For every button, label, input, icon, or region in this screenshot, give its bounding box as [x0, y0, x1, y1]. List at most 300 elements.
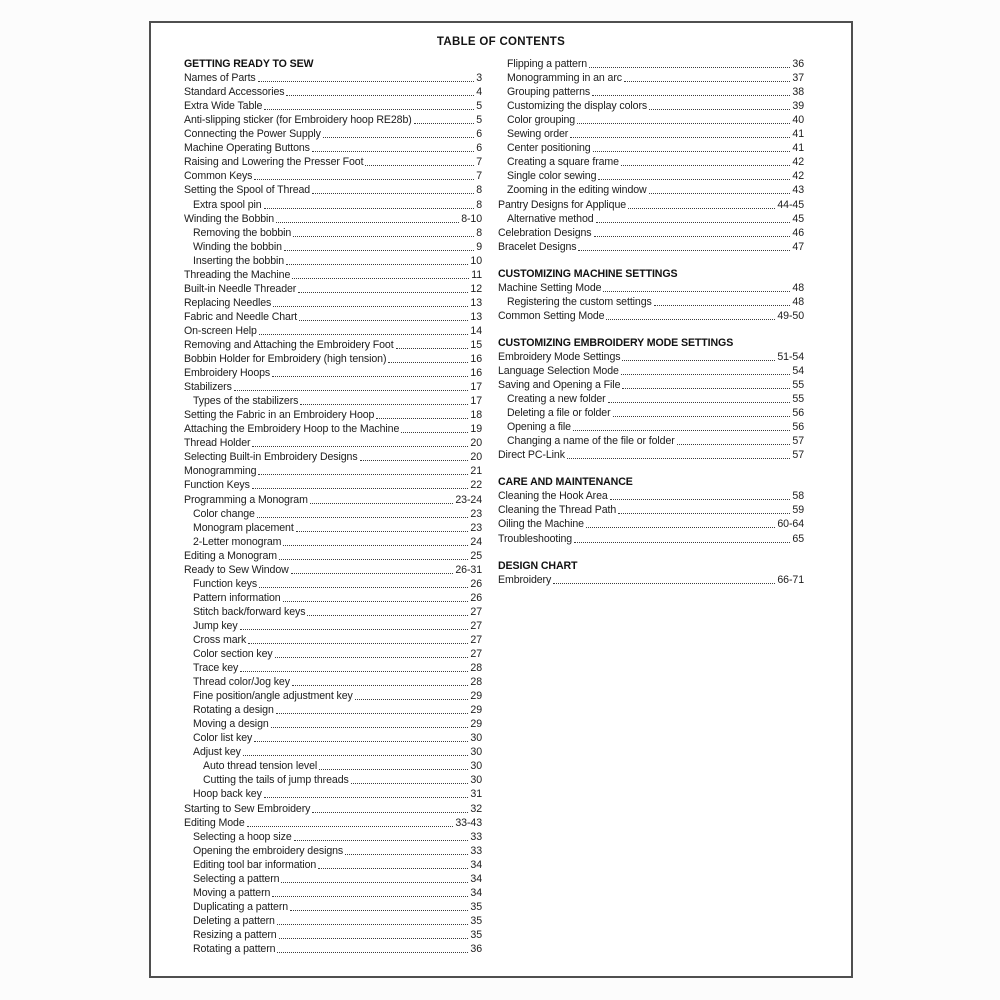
page-number: 57: [792, 449, 804, 462]
toc-entry: [498, 225, 804, 239]
toc-entry: [498, 502, 804, 516]
dot-leader: [307, 615, 468, 616]
toc-entry-label: Common Keys: [184, 170, 253, 183]
page-number: 55: [792, 393, 804, 406]
dot-leader: [578, 250, 790, 251]
dot-leader: [312, 812, 468, 813]
toc-entry: [184, 744, 482, 758]
page-number: 19: [470, 423, 482, 436]
toc-entry-label: Color change: [193, 507, 255, 520]
toc-entry: [498, 488, 804, 502]
page-number: 30: [470, 760, 482, 773]
section-gap: [498, 253, 804, 266]
toc-entry: [184, 899, 482, 913]
dot-leader: [351, 783, 469, 784]
page-number: 20: [470, 437, 482, 450]
page-number: 56: [792, 407, 804, 420]
toc-entry: [184, 786, 482, 800]
toc-entry: [184, 168, 482, 182]
toc-entry: [184, 871, 482, 885]
toc-entry: [184, 927, 482, 941]
page-number: 59: [792, 504, 804, 517]
page-number: 8-10: [461, 212, 482, 225]
dot-leader: [622, 388, 790, 389]
dot-leader: [654, 305, 791, 306]
toc-entry: [498, 182, 804, 196]
page-number: 39: [792, 100, 804, 113]
toc-entry-label: Center positioning: [507, 142, 591, 155]
dot-leader: [312, 193, 474, 194]
toc-entry: [184, 112, 482, 126]
toc-entry-label: Grouping patterns: [507, 86, 591, 99]
toc-entry-label: Thread Holder: [184, 437, 251, 450]
toc-columns: [151, 56, 851, 955]
toc-entry-label: Single color sewing: [507, 170, 597, 183]
toc-entry-label: Sewing order: [507, 128, 569, 141]
toc-entry: [184, 295, 482, 309]
dot-leader: [598, 179, 790, 180]
toc-entry-label: Thread color/Jog key: [193, 676, 290, 689]
dot-leader: [355, 699, 469, 700]
dot-leader: [310, 503, 454, 504]
toc-entry: [184, 506, 482, 520]
dot-leader: [622, 360, 775, 361]
page-number: 30: [470, 732, 482, 745]
page-number: 46: [792, 226, 804, 239]
dot-leader: [649, 193, 791, 194]
page-number: 6: [476, 128, 482, 141]
dot-leader: [292, 278, 469, 279]
page-number: 24: [470, 535, 482, 548]
toc-entry: [184, 449, 482, 463]
dot-leader: [603, 291, 790, 292]
toc-heading-label: GETTING READY TO SEW: [184, 58, 314, 71]
dot-leader: [294, 840, 469, 841]
dot-leader: [613, 416, 791, 417]
toc-entry-label: Editing Mode: [184, 816, 245, 829]
toc-entry: [184, 941, 482, 955]
dot-leader: [300, 404, 468, 405]
toc-entry: [184, 674, 482, 688]
toc-entry: [498, 211, 804, 225]
page-number: 29: [470, 690, 482, 703]
dot-leader: [376, 418, 468, 419]
dot-leader: [618, 513, 790, 514]
toc-entry: [498, 70, 804, 84]
toc-entry: [184, 716, 482, 730]
dot-leader: [365, 165, 474, 166]
toc-entry-label: Stitch back/forward keys: [193, 605, 306, 618]
toc-entry-label: Opening the embroidery designs: [193, 844, 344, 857]
page-number: 35: [470, 900, 482, 913]
toc-entry-label: Embroidery Mode Settings: [498, 350, 621, 363]
toc-entry-label: Embroidery: [498, 573, 552, 586]
dot-leader: [259, 587, 468, 588]
toc-entry-label: Hoop back key: [193, 788, 262, 801]
toc-entry-label: Selecting a hoop size: [193, 830, 292, 843]
page-number: 40: [792, 114, 804, 127]
manual-page: [149, 21, 853, 978]
toc-entry: [184, 688, 482, 702]
toc-entry: [184, 253, 482, 267]
toc-entry: [184, 562, 482, 576]
page-number: 35: [470, 914, 482, 927]
toc-entry-label: Bobbin Holder for Embroidery (high tension): [184, 353, 387, 366]
toc-right-column: [498, 56, 804, 955]
page-number: 34: [470, 858, 482, 871]
toc-section-heading: [498, 474, 804, 488]
page-number: 30: [470, 746, 482, 759]
toc-entry: [184, 407, 482, 421]
toc-entry: [498, 349, 804, 363]
page-number: 25: [470, 549, 482, 562]
page-number: 41: [792, 128, 804, 141]
page-number: 58: [792, 490, 804, 503]
toc-entry: [498, 196, 804, 210]
toc-entry-label: Creating a new folder: [507, 393, 606, 406]
page-number: 29: [470, 704, 482, 717]
page-number: 6: [476, 142, 482, 155]
page-number: 33: [470, 830, 482, 843]
toc-entry-label: Standard Accessories: [184, 86, 285, 99]
toc-entry: [184, 379, 482, 393]
page-number: 28: [470, 662, 482, 675]
toc-entry-label: Moving a pattern: [193, 886, 271, 899]
page-number: 42: [792, 170, 804, 183]
page-number: 33: [470, 844, 482, 857]
toc-entry: [184, 239, 482, 253]
toc-entry-label: Setting the Spool of Thread: [184, 184, 311, 197]
toc-entry-label: Deleting a file or folder: [507, 407, 611, 420]
page-number: 22: [470, 479, 482, 492]
toc-entry-label: Attaching the Embroidery Hoop to the Machine: [184, 423, 400, 436]
page-number: 60-64: [777, 518, 804, 531]
dot-leader: [254, 179, 474, 180]
page-number: 41: [792, 142, 804, 155]
toc-entry-label: Common Setting Mode: [498, 309, 605, 322]
page-number: 15: [470, 338, 482, 351]
toc-entry: [184, 772, 482, 786]
page-number: 65: [792, 532, 804, 545]
dot-leader: [276, 222, 459, 223]
page-number: 34: [470, 886, 482, 899]
toc-entry-label: Changing a name of the file or folder: [507, 435, 675, 448]
page-number: 8: [476, 226, 482, 239]
dot-leader: [291, 573, 454, 574]
toc-entry: [184, 196, 482, 210]
dot-leader: [592, 95, 790, 96]
toc-section-heading: [184, 56, 482, 70]
page-number: 5: [476, 114, 482, 127]
toc-entry-label: Adjust key: [193, 746, 241, 759]
toc-entry: [184, 323, 482, 337]
section-gap: [498, 545, 804, 558]
dot-leader: [264, 109, 474, 110]
dot-leader: [258, 81, 475, 82]
page-number: 23: [470, 507, 482, 520]
toc-entry-label: Setting the Fabric in an Embroidery Hoop: [184, 409, 375, 422]
dot-leader: [388, 362, 468, 363]
toc-entry-label: Machine Operating Buttons: [184, 142, 310, 155]
toc-entry: [184, 211, 482, 225]
dot-leader: [594, 236, 791, 237]
page-number: 11: [471, 268, 482, 281]
toc-section-heading: [498, 558, 804, 572]
toc-entry: [498, 433, 804, 447]
dot-leader: [621, 374, 791, 375]
toc-entry-label: Creating a square frame: [507, 156, 619, 169]
page-number: 56: [792, 421, 804, 434]
toc-entry-label: On-screen Help: [184, 324, 257, 337]
dot-leader: [298, 292, 468, 293]
section-gap: [498, 322, 804, 335]
page-number: 18: [470, 409, 482, 422]
page-number: 45: [792, 212, 804, 225]
page-number: 10: [470, 254, 482, 267]
dot-leader: [272, 376, 468, 377]
page-number: 49-50: [777, 309, 804, 322]
dot-leader: [586, 527, 775, 528]
toc-entry: [498, 126, 804, 140]
toc-entry-label: Names of Parts: [184, 72, 256, 85]
dot-leader: [286, 95, 474, 96]
toc-entry: [184, 393, 482, 407]
toc-section-heading: [498, 335, 804, 349]
dot-leader: [589, 67, 790, 68]
toc-heading-label: DESIGN CHART: [498, 559, 578, 572]
toc-entry-label: Removing and Attaching the Embroidery Foot: [184, 338, 394, 351]
toc-entry: [184, 702, 482, 716]
dot-leader: [264, 797, 469, 798]
toc-heading-label: CUSTOMIZING MACHINE SETTINGS: [498, 267, 678, 280]
toc-entry-label: Monogram placement: [193, 521, 294, 534]
toc-entry-label: Threading the Machine: [184, 268, 291, 281]
toc-entry: [498, 572, 804, 586]
dot-leader: [247, 826, 454, 827]
page-number: 26-31: [455, 563, 482, 576]
page-number: 13: [470, 296, 482, 309]
dot-leader: [271, 727, 469, 728]
dot-leader: [345, 854, 468, 855]
toc-entry-label: Opening a file: [507, 421, 571, 434]
toc-entry: [184, 281, 482, 295]
toc-entry: [498, 377, 804, 391]
toc-entry: [184, 534, 482, 548]
dot-leader: [279, 938, 469, 939]
page-number: 23-24: [455, 493, 482, 506]
toc-entry-label: Built-in Needle Threader: [184, 282, 297, 295]
toc-entry: [184, 267, 482, 281]
toc-entry: [498, 308, 804, 322]
toc-entry-label: Monogramming in an arc: [507, 72, 622, 85]
toc-entry-label: Fine position/angle adjustment key: [193, 690, 353, 703]
toc-entry: [184, 576, 482, 590]
toc-entry: [184, 758, 482, 772]
page-number: 35: [470, 928, 482, 941]
toc-entry-label: Function keys: [193, 577, 258, 590]
dot-leader: [264, 208, 475, 209]
dot-leader: [608, 402, 791, 403]
page-number: 66-71: [777, 573, 804, 586]
dot-leader: [257, 517, 469, 518]
page-number: 23: [470, 521, 482, 534]
dot-leader: [277, 924, 469, 925]
toc-entry: [184, 590, 482, 604]
dot-leader: [593, 151, 791, 152]
toc-entry-label: Ready to Sew Window: [184, 563, 289, 576]
page-number: 48: [792, 295, 804, 308]
dot-leader: [286, 264, 468, 265]
toc-entry-label: Cleaning the Thread Path: [498, 504, 617, 517]
dot-leader: [323, 137, 474, 138]
dot-leader: [567, 458, 791, 459]
page-number: 8: [476, 198, 482, 211]
toc-entry: [498, 168, 804, 182]
page-number: 7: [476, 156, 482, 169]
dot-leader: [360, 460, 469, 461]
page-number: 27: [470, 605, 482, 618]
toc-entry: [184, 520, 482, 534]
toc-entry-label: Color section key: [193, 648, 273, 661]
dot-leader: [275, 657, 469, 658]
toc-entry: [184, 491, 482, 505]
toc-entry-label: Stabilizers: [184, 381, 232, 394]
dot-leader: [553, 583, 775, 584]
dot-leader: [312, 151, 474, 152]
toc-entry-label: Oiling the Machine: [498, 518, 584, 531]
page-number: 27: [470, 633, 482, 646]
dot-leader: [570, 137, 790, 138]
page-number: 17: [470, 395, 482, 408]
toc-entry: [184, 730, 482, 744]
toc-entry: [184, 126, 482, 140]
toc-entry: [184, 800, 482, 814]
toc-entry: [498, 419, 804, 433]
toc-entry: [184, 885, 482, 899]
toc-entry: [184, 632, 482, 646]
dot-leader: [319, 769, 468, 770]
toc-entry: [184, 351, 482, 365]
dot-leader: [283, 601, 469, 602]
toc-entry: [498, 56, 804, 70]
toc-entry-label: Editing a Monogram: [184, 549, 278, 562]
dot-leader: [606, 319, 775, 320]
toc-entry: [184, 365, 482, 379]
toc-entry-label: Extra spool pin: [193, 198, 262, 211]
toc-entry-label: Trace key: [193, 662, 239, 675]
toc-entry-label: 2-Letter monogram: [193, 535, 282, 548]
dot-leader: [596, 222, 791, 223]
page-number: 54: [792, 364, 804, 377]
toc-entry-label: Connecting the Power Supply: [184, 128, 321, 141]
dot-leader: [240, 629, 469, 630]
toc-entry: [184, 646, 482, 660]
dot-leader: [401, 432, 468, 433]
toc-entry: [498, 280, 804, 294]
dot-leader: [258, 474, 468, 475]
page-number: 13: [470, 310, 482, 323]
dot-leader: [272, 896, 468, 897]
toc-entry: [184, 337, 482, 351]
toc-entry: [498, 530, 804, 544]
toc-entry: [184, 548, 482, 562]
dot-leader: [243, 755, 469, 756]
page-number: 42: [792, 156, 804, 169]
toc-entry: [184, 618, 482, 632]
toc-entry: [184, 182, 482, 196]
toc-entry-label: Programming a Monogram: [184, 493, 308, 506]
toc-entry-label: Alternative method: [507, 212, 594, 225]
toc-entry-label: Direct PC-Link: [498, 449, 565, 462]
dot-leader: [610, 499, 791, 500]
toc-entry-label: Editing tool bar information: [193, 858, 317, 871]
toc-entry: [498, 405, 804, 419]
dot-leader: [318, 868, 468, 869]
page-number: 29: [470, 718, 482, 731]
dot-leader: [299, 320, 468, 321]
toc-entry-label: Color list key: [193, 732, 253, 745]
toc-entry-label: Celebration Designs: [498, 226, 592, 239]
toc-entry: [498, 154, 804, 168]
page-number: 17: [470, 381, 482, 394]
toc-entry: [184, 435, 482, 449]
toc-entry: [498, 516, 804, 530]
toc-heading-label: CUSTOMIZING EMBROIDERY MODE SETTINGS: [498, 336, 734, 349]
page-number: 14: [470, 324, 482, 337]
toc-entry: [498, 447, 804, 461]
toc-entry-label: Rotating a design: [193, 704, 274, 717]
page-number: 48: [792, 281, 804, 294]
toc-entry-label: Cleaning the Hook Area: [498, 490, 608, 503]
dot-leader: [252, 488, 469, 489]
page-number: 28: [470, 676, 482, 689]
toc-entry: [184, 98, 482, 112]
toc-entry-label: Machine Setting Mode: [498, 281, 602, 294]
dot-leader: [573, 430, 790, 431]
dot-leader: [296, 531, 469, 532]
dot-leader: [284, 250, 474, 251]
dot-leader: [259, 334, 469, 335]
page-number: 4: [476, 86, 482, 99]
toc-entry-label: Duplicating a pattern: [193, 900, 289, 913]
toc-entry-label: Rotating a pattern: [193, 943, 276, 955]
page-number: 38: [792, 86, 804, 99]
toc-entry-label: Cross mark: [193, 633, 247, 646]
dot-leader: [624, 81, 790, 82]
dot-leader: [283, 545, 468, 546]
dot-leader: [252, 446, 468, 447]
toc-heading-label: CARE AND MAINTENANCE: [498, 476, 633, 489]
toc-entry-label: Saving and Opening a File: [498, 379, 621, 392]
toc-entry-label: Bracelet Designs: [498, 240, 577, 253]
dot-leader: [414, 123, 475, 124]
toc-entry-label: Pantry Designs for Applique: [498, 198, 627, 211]
page-number: 8: [476, 184, 482, 197]
toc-entry: [184, 815, 482, 829]
toc-entry-label: Color grouping: [507, 114, 576, 127]
toc-entry-label: Zooming in the editing window: [507, 184, 647, 197]
page-number: 26: [470, 591, 482, 604]
toc-entry: [498, 363, 804, 377]
dot-leader: [279, 559, 468, 560]
page-number: 36: [792, 58, 804, 71]
toc-entry: [184, 857, 482, 871]
toc-entry: [184, 309, 482, 323]
page-number: 27: [470, 648, 482, 661]
toc-entry: [498, 140, 804, 154]
toc-entry-label: Selecting Built-in Embroidery Designs: [184, 451, 358, 464]
toc-entry-label: Types of the stabilizers: [193, 395, 299, 408]
